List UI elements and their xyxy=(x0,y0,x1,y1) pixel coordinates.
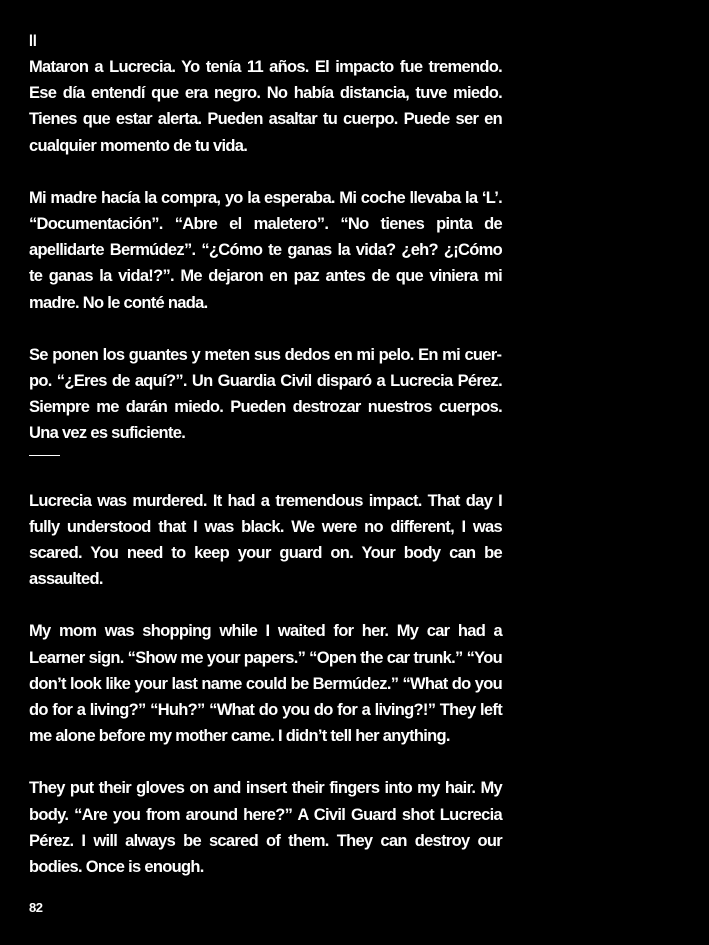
page-number: 82 xyxy=(29,900,43,915)
spanish-paragraph-3: Se ponen los guantes y meten sus dedos en mi pelo. En mi cuerpo. “¿Eres de aquí?”. Un Guardia Civil disparó a Lucrecia Pérez. Siempre me darán miedo. Pueden destrozar nuestros cuerpos. Una vez es suficiente. xyxy=(29,345,502,443)
spanish-paragraph-1: Mataron a Lucrecia. Yo tenía 11 años. El impacto fue tremendo. Ese día entendí que era negro. No había distancia, tuve miedo. Tienes que estar alerta. Pueden asaltar tu cuerpo. Puede ser en cualquier momento de tu vida. xyxy=(29,58,502,155)
english-paragraph-2: My mom was shopping while I waited for her. My car had a Learner sign. “Show me your papers.” “Open the car trunk.” “You don’t look like your last name could be Bermúdez.” “What do you do for a living?” “Huh?” “What do you do for a living?!” They left me alone before my mother came. I didn’t tell her anything. xyxy=(29,622,502,746)
section-numeral: II xyxy=(29,31,37,50)
spanish-paragraph-2: Mi madre hacía la compra, yo la esperaba. Mi coche llevaba la ‘L’. “Documentación”. “Abre el maletero”. “No tienes pinta de apellidarte Bermúdez”. “¿Cómo te ganas la vida? ¿eh? ¿¡Cómo te ganas la vida!?”. Me dejaron en paz antes de que viniera mi madre. No le conté nada. xyxy=(29,188,502,312)
language-divider xyxy=(29,455,60,456)
english-paragraph-3: They put their gloves on and insert their fingers into my hair. My body. “Are you from around here?” A Civil Guard shot Lucrecia Pérez. I will always be scared of them. They can destroy our bodies. Once is enough. xyxy=(29,779,502,877)
text-column xyxy=(29,28,502,906)
english-paragraph-1: Lucrecia was murdered. It had a tremendous impact. That day I fully understood that I was black. We were no different, I was scared. You need to keep your guard on. Your body can be assaulted. xyxy=(29,491,502,589)
